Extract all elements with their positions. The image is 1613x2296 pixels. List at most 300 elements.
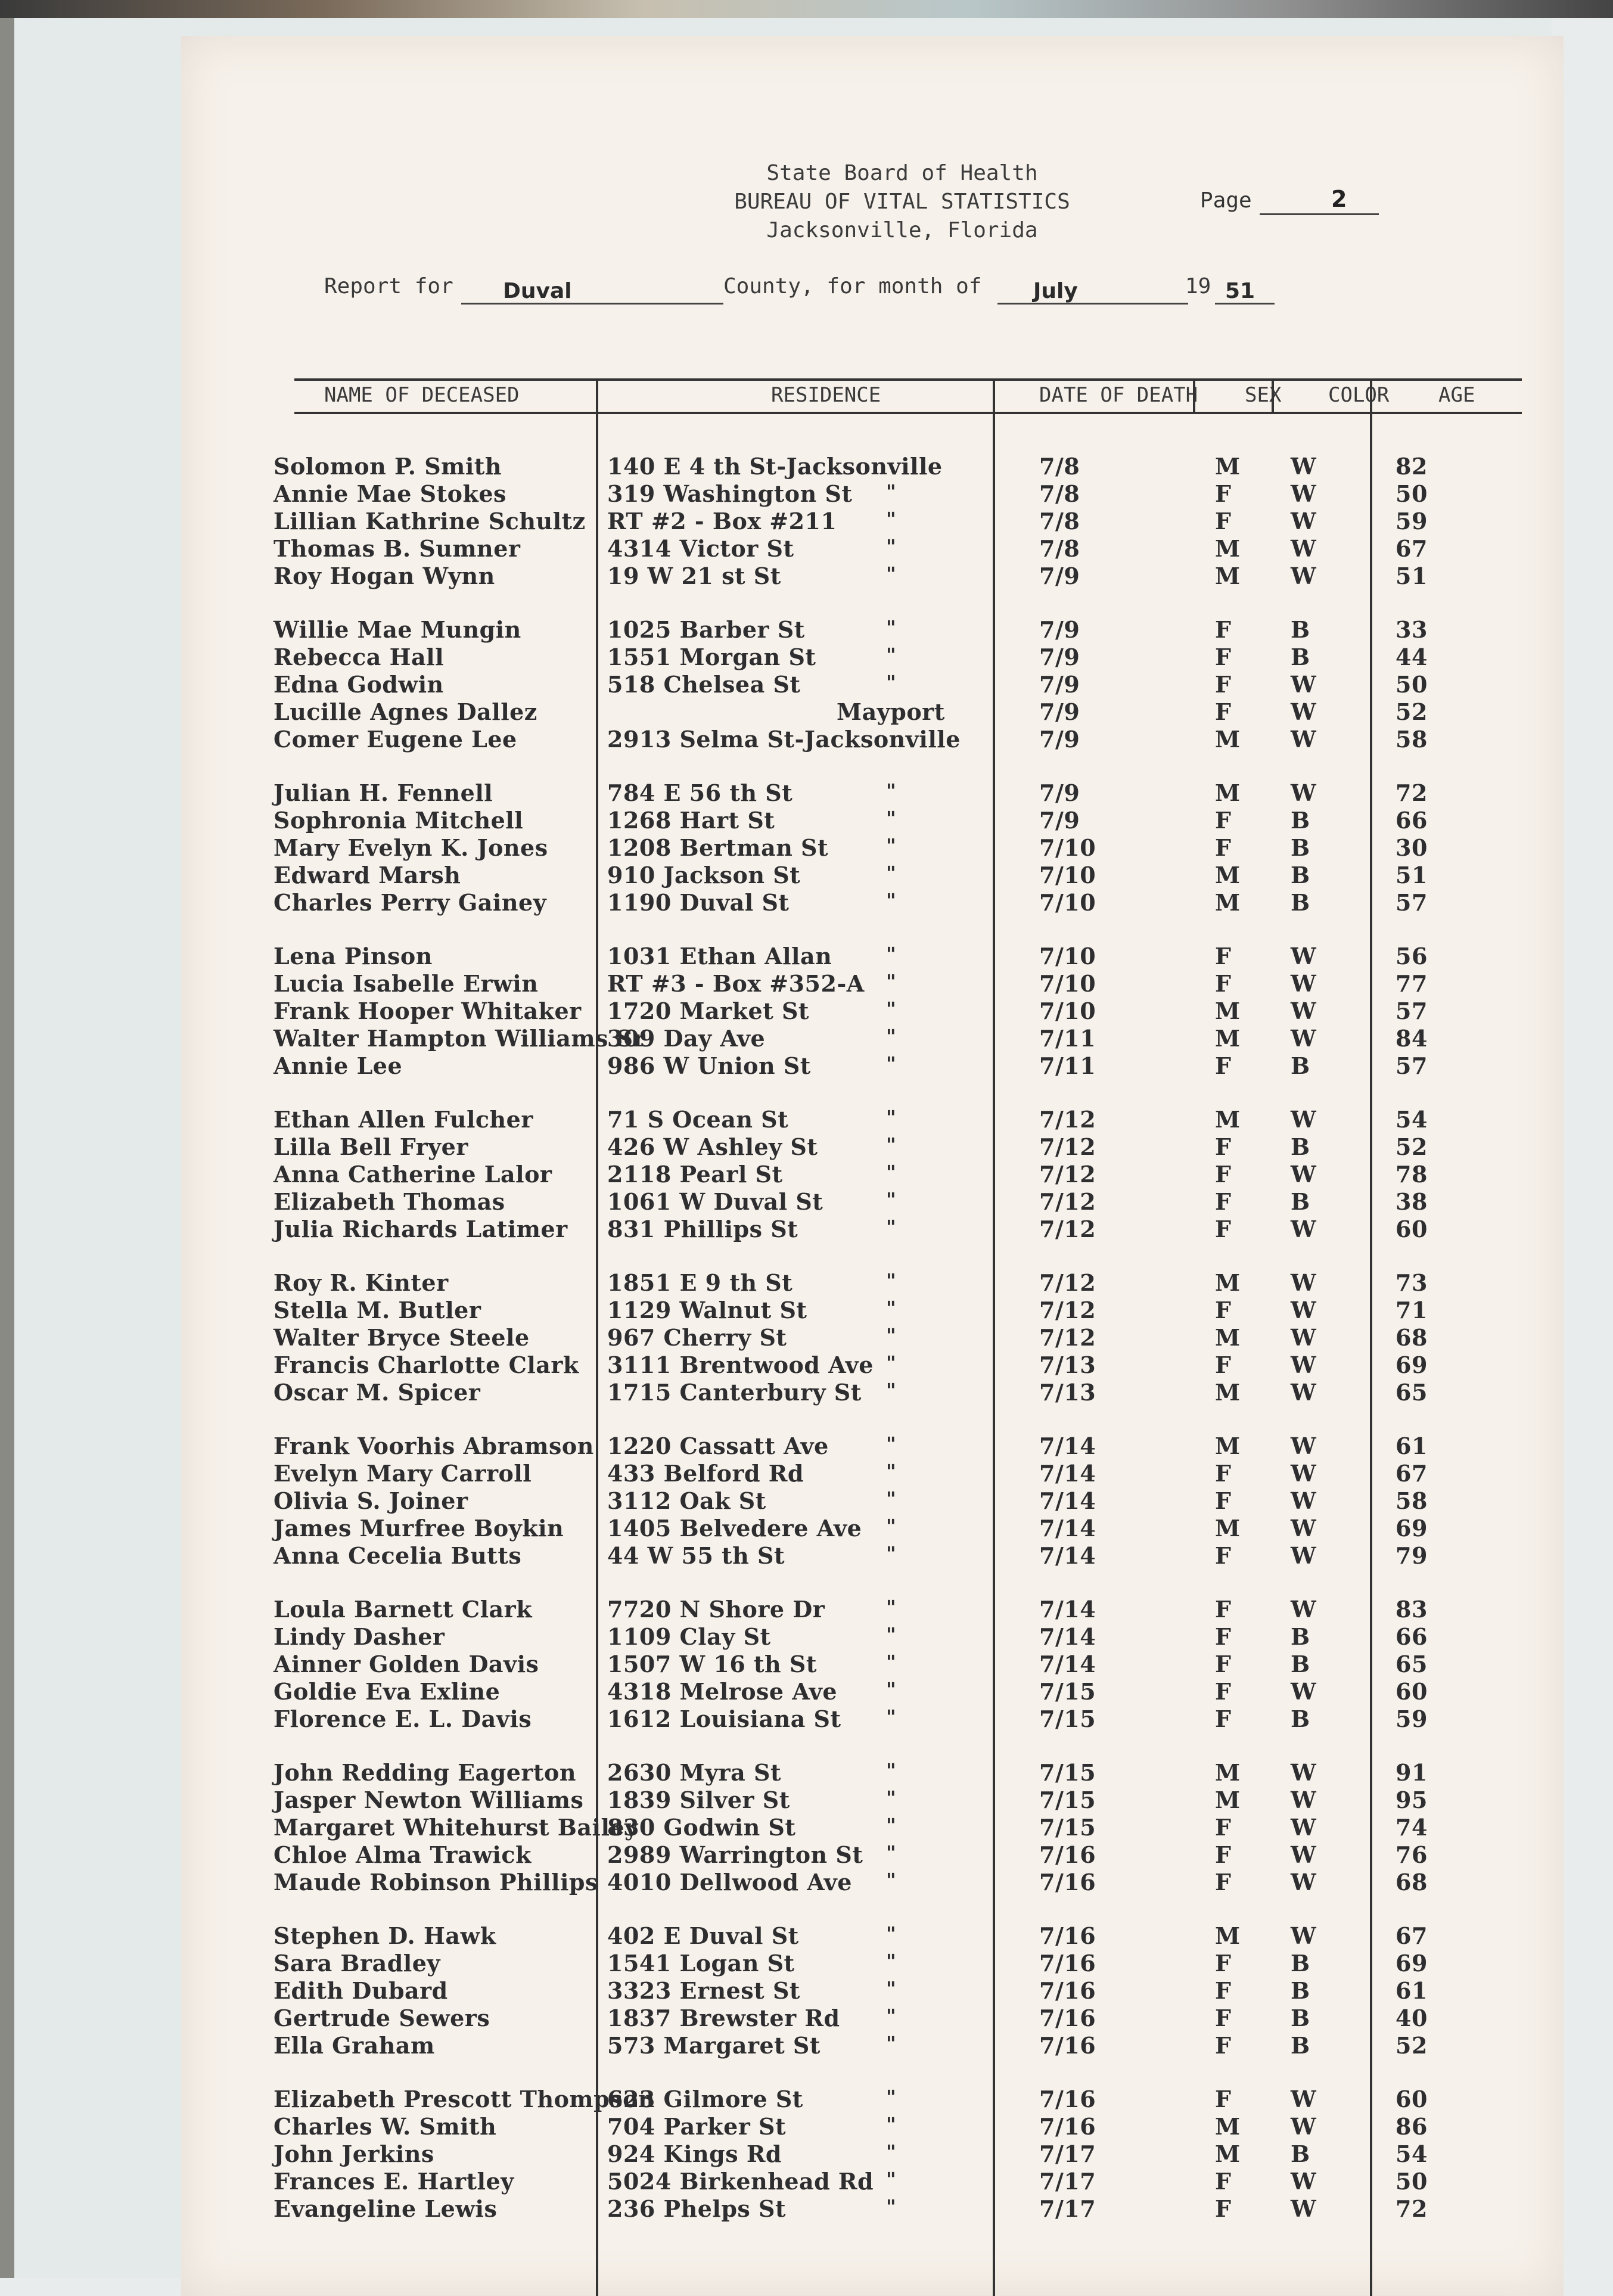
ditto-mark: "	[886, 1542, 896, 1565]
residence: 1220 Cassatt Ave	[607, 1433, 829, 1459]
deceased-name: Sophronia Mitchell	[274, 807, 524, 834]
color: B	[1291, 1188, 1310, 1215]
color: W	[1291, 1487, 1317, 1514]
residence: 2630 Myra St	[607, 1759, 782, 1786]
deceased-name: Walter Bryce Steele	[274, 1324, 530, 1351]
ditto-mark: "	[886, 779, 896, 802]
residence: 4318 Melrose Ave	[607, 1678, 838, 1705]
age: 65	[1396, 1651, 1428, 1677]
sex: F	[1215, 1977, 1232, 2004]
sex: M	[1215, 1269, 1241, 1296]
ditto-mark: "	[886, 1515, 896, 1537]
scanner-background	[14, 18, 1552, 2278]
age: 66	[1396, 807, 1428, 834]
residence: 1031 Ethan Allan	[607, 943, 832, 970]
page-underline	[1260, 213, 1379, 215]
color: B	[1291, 1133, 1310, 1160]
deceased-name: Comer Eugene Lee	[274, 726, 517, 753]
age: 69	[1396, 1351, 1428, 1378]
age: 59	[1396, 508, 1428, 535]
death-date: 7/9	[1039, 726, 1080, 753]
color: W	[1291, 1814, 1317, 1841]
residence: 1109 Clay St	[607, 1623, 771, 1650]
death-date: 7/12	[1039, 1297, 1096, 1323]
death-date: 7/10	[1039, 943, 1096, 970]
deceased-name: Margaret Whitehurst Bailey	[274, 1814, 638, 1841]
sex: F	[1215, 1188, 1232, 1215]
deceased-name: Edward Marsh	[274, 862, 461, 888]
residence: 1839 Silver St	[607, 1787, 790, 1813]
residence: 7720 N Shore Dr	[607, 1596, 825, 1623]
deceased-name: Francis Charlotte Clark	[274, 1351, 579, 1378]
ditto-mark: "	[886, 1351, 896, 1374]
color: B	[1291, 889, 1310, 916]
ditto-mark: "	[886, 1379, 896, 1402]
color: W	[1291, 970, 1317, 997]
ditto-mark: "	[886, 1651, 896, 1673]
age: 77	[1396, 970, 1428, 997]
deceased-name: Gertrude Sewers	[274, 2005, 490, 2031]
color: W	[1291, 671, 1317, 698]
death-date: 7/16	[1039, 2032, 1096, 2059]
deceased-name: Lucille Agnes Dallez	[274, 698, 537, 725]
deceased-name: John Redding Eagerton	[274, 1759, 576, 1786]
page-number: 2	[1331, 186, 1347, 212]
ditto-mark: "	[886, 1977, 896, 2000]
color: W	[1291, 1787, 1317, 1813]
deceased-name: Jasper Newton Williams	[274, 1787, 584, 1813]
sex: F	[1215, 1216, 1232, 1242]
age: 79	[1396, 1542, 1428, 1569]
ditto-mark: "	[886, 563, 896, 585]
color: W	[1291, 2168, 1317, 2195]
ditto-mark: "	[886, 1133, 896, 1156]
ditto-mark: "	[886, 508, 896, 530]
death-date: 7/14	[1039, 1433, 1096, 1459]
age: 52	[1396, 698, 1428, 725]
residence: 44 W 55 th St	[607, 1542, 785, 1569]
deceased-name: Olivia S. Joiner	[274, 1487, 468, 1514]
residence: 1551 Morgan St	[607, 644, 816, 670]
color: B	[1291, 1651, 1310, 1677]
residence: 967 Cherry St	[607, 1324, 787, 1351]
color: W	[1291, 1841, 1317, 1868]
age: 52	[1396, 2032, 1428, 2059]
age: 54	[1396, 1106, 1428, 1133]
color: B	[1291, 834, 1310, 861]
ditto-mark: "	[886, 1596, 896, 1618]
ditto-mark: "	[886, 2140, 896, 2163]
ditto-mark: "	[886, 1025, 896, 1048]
death-date: 7/16	[1039, 2086, 1096, 2112]
sex: F	[1215, 1133, 1232, 1160]
deceased-name: Anna Catherine Lalor	[274, 1161, 552, 1188]
age: 56	[1396, 943, 1428, 970]
ditto-mark: "	[886, 834, 896, 857]
death-date: 7/17	[1039, 2140, 1096, 2167]
age: 72	[1396, 779, 1428, 806]
death-date: 7/9	[1039, 644, 1080, 670]
color: W	[1291, 1596, 1317, 1623]
residence: 19 W 21 st St	[607, 563, 781, 589]
age: 44	[1396, 644, 1428, 670]
col-residence-header: RESIDENCE	[771, 383, 881, 407]
death-date: 7/9	[1039, 563, 1080, 589]
age: 68	[1396, 1869, 1428, 1896]
color: B	[1291, 1950, 1310, 1977]
residence: 2989 Warrington St	[607, 1841, 863, 1868]
color: W	[1291, 535, 1317, 562]
header-agency: State Board of Health	[766, 161, 1038, 185]
residence: 1208 Bertman St	[607, 834, 829, 861]
residence: 426 W Ashley St	[607, 1133, 818, 1160]
age: 68	[1396, 1324, 1428, 1351]
death-date: 7/10	[1039, 998, 1096, 1024]
color: B	[1291, 2140, 1310, 2167]
ditto-mark: "	[886, 807, 896, 829]
age: 72	[1396, 2195, 1428, 2222]
residence: 2118 Pearl St	[607, 1161, 783, 1188]
death-record-page	[181, 36, 1564, 2296]
death-date: 7/9	[1039, 779, 1080, 806]
ditto-mark: "	[886, 1759, 896, 1782]
deceased-name: James Murfree Boykin	[274, 1515, 564, 1542]
age: 52	[1396, 1133, 1428, 1160]
residence: 1851 E 9 th St	[607, 1269, 793, 1296]
deceased-name: Julia Richards Latimer	[274, 1216, 568, 1242]
age: 73	[1396, 1269, 1428, 1296]
residence: 1720 Market St	[607, 998, 809, 1024]
deceased-name: Willie Mae Mungin	[274, 616, 521, 643]
sex: F	[1215, 671, 1232, 698]
ditto-mark: "	[886, 1161, 896, 1183]
death-date: 7/12	[1039, 1324, 1096, 1351]
sex: F	[1215, 1869, 1232, 1896]
column-divider	[1193, 378, 1195, 414]
deceased-name: Stephen D. Hawk	[274, 1922, 496, 1949]
color: B	[1291, 1623, 1310, 1650]
deceased-name: Oscar M. Spicer	[274, 1379, 481, 1406]
residence: 3111 Brentwood Ave	[607, 1351, 874, 1378]
sex: F	[1215, 2086, 1232, 2112]
deceased-name: Lena Pinson	[274, 943, 433, 970]
color: W	[1291, 1869, 1317, 1896]
color: W	[1291, 1460, 1317, 1487]
sex: F	[1215, 834, 1232, 861]
age: 84	[1396, 1025, 1428, 1052]
death-date: 7/12	[1039, 1161, 1096, 1188]
death-date: 7/15	[1039, 1814, 1096, 1841]
color: W	[1291, 1161, 1317, 1188]
residence: 433 Belford Rd	[607, 1460, 804, 1487]
color: B	[1291, 644, 1310, 670]
residence: 1612 Louisiana St	[607, 1705, 841, 1732]
sex: F	[1215, 2005, 1232, 2031]
residence: 4010 Dellwood Ave	[607, 1869, 852, 1896]
col-name-header: NAME OF DECEASED	[324, 383, 520, 407]
sex: M	[1215, 2140, 1241, 2167]
residence: RT #3 - Box #352-A	[607, 970, 865, 997]
deceased-name: Anna Cecelia Butts	[274, 1542, 522, 1569]
death-date: 7/14	[1039, 1596, 1096, 1623]
residence: Mayport	[837, 698, 945, 725]
death-date: 7/15	[1039, 1787, 1096, 1813]
color: W	[1291, 943, 1317, 970]
age: 50	[1396, 2168, 1428, 2195]
ditto-mark: "	[886, 970, 896, 993]
sex: M	[1215, 1025, 1241, 1052]
ditto-mark: "	[886, 1869, 896, 1891]
age: 65	[1396, 1379, 1428, 1406]
deceased-name: Walter Hampton Williams Sr	[274, 1025, 646, 1052]
sex: M	[1215, 1922, 1241, 1949]
sex: M	[1215, 998, 1241, 1024]
deceased-name: Florence E. L. Davis	[274, 1705, 532, 1732]
ditto-mark: "	[886, 2168, 896, 2191]
column-divider	[1370, 378, 1372, 2296]
deceased-name: Sara Bradley	[274, 1950, 440, 1977]
death-date: 7/14	[1039, 1623, 1096, 1650]
color: B	[1291, 2005, 1310, 2031]
residence: 1190 Duval St	[607, 889, 790, 916]
death-date: 7/12	[1039, 1188, 1096, 1215]
death-date: 7/16	[1039, 2005, 1096, 2031]
deceased-name: Elizabeth Thomas	[274, 1188, 505, 1215]
age: 57	[1396, 889, 1428, 916]
age: 67	[1396, 1922, 1428, 1949]
color: W	[1291, 1269, 1317, 1296]
deceased-name: Lilla Bell Fryer	[274, 1133, 468, 1160]
deceased-name: Charles W. Smith	[274, 2113, 497, 2140]
death-date: 7/14	[1039, 1651, 1096, 1677]
death-date: 7/15	[1039, 1678, 1096, 1705]
ditto-mark: "	[886, 1787, 896, 1809]
color: B	[1291, 1705, 1310, 1732]
death-date: 7/13	[1039, 1379, 1096, 1406]
ditto-mark: "	[886, 2113, 896, 2136]
death-date: 7/12	[1039, 1269, 1096, 1296]
color: W	[1291, 1922, 1317, 1949]
color: W	[1291, 1216, 1317, 1242]
sex: F	[1215, 1596, 1232, 1623]
ditto-mark: "	[886, 1216, 896, 1238]
residence: 1715 Canterbury St	[607, 1379, 862, 1406]
age: 33	[1396, 616, 1428, 643]
death-date: 7/15	[1039, 1705, 1096, 1732]
age: 54	[1396, 2140, 1428, 2167]
death-date: 7/14	[1039, 1542, 1096, 1569]
death-date: 7/11	[1039, 1025, 1096, 1052]
color: W	[1291, 998, 1317, 1024]
residence: 1541 Logan St	[607, 1950, 795, 1977]
age: 58	[1396, 1487, 1428, 1514]
residence: 986 W Union St	[607, 1052, 811, 1079]
sex: F	[1215, 1487, 1232, 1514]
color: W	[1291, 508, 1317, 535]
deceased-name: Lindy Dasher	[274, 1623, 445, 1650]
deceased-name: Roy Hogan Wynn	[274, 563, 495, 589]
residence: 573 Margaret St	[607, 2032, 821, 2059]
header-bureau: BUREAU OF VITAL STATISTICS	[734, 189, 1070, 214]
death-date: 7/10	[1039, 889, 1096, 916]
death-date: 7/14	[1039, 1487, 1096, 1514]
age: 57	[1396, 998, 1428, 1024]
sex: F	[1215, 1351, 1232, 1378]
deceased-name: Frank Hooper Whitaker	[274, 998, 582, 1024]
sex: M	[1215, 1759, 1241, 1786]
death-date: 7/12	[1039, 1106, 1096, 1133]
residence: 830 Godwin St	[607, 1814, 796, 1841]
age: 51	[1396, 563, 1428, 589]
age: 60	[1396, 2086, 1428, 2112]
deceased-name: Stella M. Butler	[274, 1297, 481, 1323]
color: W	[1291, 726, 1317, 753]
sex: F	[1215, 2032, 1232, 2059]
age: 59	[1396, 1705, 1428, 1732]
death-date: 7/9	[1039, 807, 1080, 834]
sex: M	[1215, 535, 1241, 562]
residence: RT #2 - Box #211	[607, 508, 837, 535]
deceased-name: Rebecca Hall	[274, 644, 445, 670]
year-value: 51	[1225, 279, 1255, 303]
color: W	[1291, 1106, 1317, 1133]
sex: F	[1215, 508, 1232, 535]
residence: 831 Phillips St	[607, 1216, 798, 1242]
residence: 4314 Victor St	[607, 535, 794, 562]
death-date: 7/10	[1039, 834, 1096, 861]
residence: 1405 Belvedere Ave	[607, 1515, 862, 1542]
color: W	[1291, 2086, 1317, 2112]
residence: 71 S Ocean St	[607, 1106, 789, 1133]
color: B	[1291, 1052, 1310, 1079]
death-date: 7/8	[1039, 508, 1080, 535]
ditto-mark: "	[886, 1922, 896, 1945]
ditto-mark: "	[886, 2005, 896, 2027]
ditto-mark: "	[886, 1188, 896, 1211]
color: W	[1291, 1678, 1317, 1705]
color: W	[1291, 1324, 1317, 1351]
sex: F	[1215, 1161, 1232, 1188]
age: 66	[1396, 1623, 1428, 1650]
deceased-name: Charles Perry Gainey	[274, 889, 547, 916]
deceased-name: Solomon P. Smith	[274, 453, 502, 480]
death-date: 7/17	[1039, 2195, 1096, 2222]
residence: 1061 W Duval St	[607, 1188, 823, 1215]
deceased-name: Annie Lee	[274, 1052, 403, 1079]
sex: F	[1215, 644, 1232, 670]
age: 40	[1396, 2005, 1428, 2031]
deceased-name: Edna Godwin	[274, 671, 444, 698]
color: B	[1291, 1977, 1310, 2004]
sex: F	[1215, 1542, 1232, 1569]
column-divider	[993, 378, 995, 2296]
report-for-label: Report for	[324, 274, 453, 299]
color: B	[1291, 616, 1310, 643]
ditto-mark: "	[886, 616, 896, 639]
sex: M	[1215, 726, 1241, 753]
ditto-mark: "	[886, 2086, 896, 2108]
ditto-mark: "	[886, 889, 896, 912]
county-label: County, for month of	[723, 274, 982, 299]
sex: F	[1215, 943, 1232, 970]
deceased-name: Ethan Allen Fulcher	[274, 1106, 533, 1133]
ditto-mark: "	[886, 1460, 896, 1483]
sex: F	[1215, 698, 1232, 725]
color: W	[1291, 1542, 1317, 1569]
death-date: 7/16	[1039, 1922, 1096, 1949]
deceased-name: Annie Mae Stokes	[274, 480, 506, 507]
color: W	[1291, 1515, 1317, 1542]
deceased-name: Julian H. Fennell	[274, 779, 493, 806]
sex: F	[1215, 1052, 1232, 1079]
sex: F	[1215, 1623, 1232, 1650]
residence: 518 Chelsea St	[607, 671, 801, 698]
year-prefix: 19	[1185, 274, 1211, 299]
sex: M	[1215, 2113, 1241, 2140]
sex: F	[1215, 1950, 1232, 1977]
sex: M	[1215, 889, 1241, 916]
age: 67	[1396, 535, 1428, 562]
death-date: 7/17	[1039, 2168, 1096, 2195]
sex: M	[1215, 862, 1241, 888]
color: W	[1291, 2195, 1317, 2222]
col-color-header: COLOR	[1328, 383, 1390, 407]
color: W	[1291, 1351, 1317, 1378]
residence: 910 Jackson St	[607, 862, 801, 888]
deceased-name: Frank Voorhis Abramson	[274, 1433, 594, 1459]
ditto-mark: "	[886, 862, 896, 884]
age: 50	[1396, 480, 1428, 507]
residence: 1507 W 16 th St	[607, 1651, 817, 1677]
residence: 309 Day Ave	[607, 1025, 766, 1052]
color: W	[1291, 1379, 1317, 1406]
age: 71	[1396, 1297, 1428, 1323]
death-date: 7/8	[1039, 535, 1080, 562]
age: 76	[1396, 1841, 1428, 1868]
sex: F	[1215, 1705, 1232, 1732]
sex: M	[1215, 1324, 1241, 1351]
month-value: July	[1033, 279, 1078, 303]
death-date: 7/9	[1039, 671, 1080, 698]
sex: F	[1215, 1678, 1232, 1705]
color: W	[1291, 698, 1317, 725]
sex: F	[1215, 480, 1232, 507]
residence: 2913 Selma St-Jacksonville	[607, 726, 961, 753]
scan-left-border	[0, 18, 14, 2278]
sex: F	[1215, 970, 1232, 997]
ditto-mark: "	[886, 1623, 896, 1646]
sex: F	[1215, 1651, 1232, 1677]
sex: F	[1215, 1460, 1232, 1487]
color: B	[1291, 862, 1310, 888]
sex: M	[1215, 1433, 1241, 1459]
residence: 1129 Walnut St	[607, 1297, 807, 1323]
age: 51	[1396, 862, 1428, 888]
residence: 3323 Ernest St	[607, 1977, 800, 2004]
residence: 623 Gilmore St	[607, 2086, 803, 2112]
ditto-mark: "	[886, 1678, 896, 1701]
column-divider	[596, 378, 598, 2296]
death-date: 7/14	[1039, 1460, 1096, 1487]
death-date: 7/14	[1039, 1515, 1096, 1542]
ditto-mark: "	[886, 1841, 896, 1864]
county-value: Duval	[503, 279, 572, 303]
death-date: 7/9	[1039, 616, 1080, 643]
death-date: 7/10	[1039, 862, 1096, 888]
death-date: 7/16	[1039, 2113, 1096, 2140]
deceased-name: Mary Evelyn K. Jones	[274, 834, 548, 861]
sex: M	[1215, 563, 1241, 589]
